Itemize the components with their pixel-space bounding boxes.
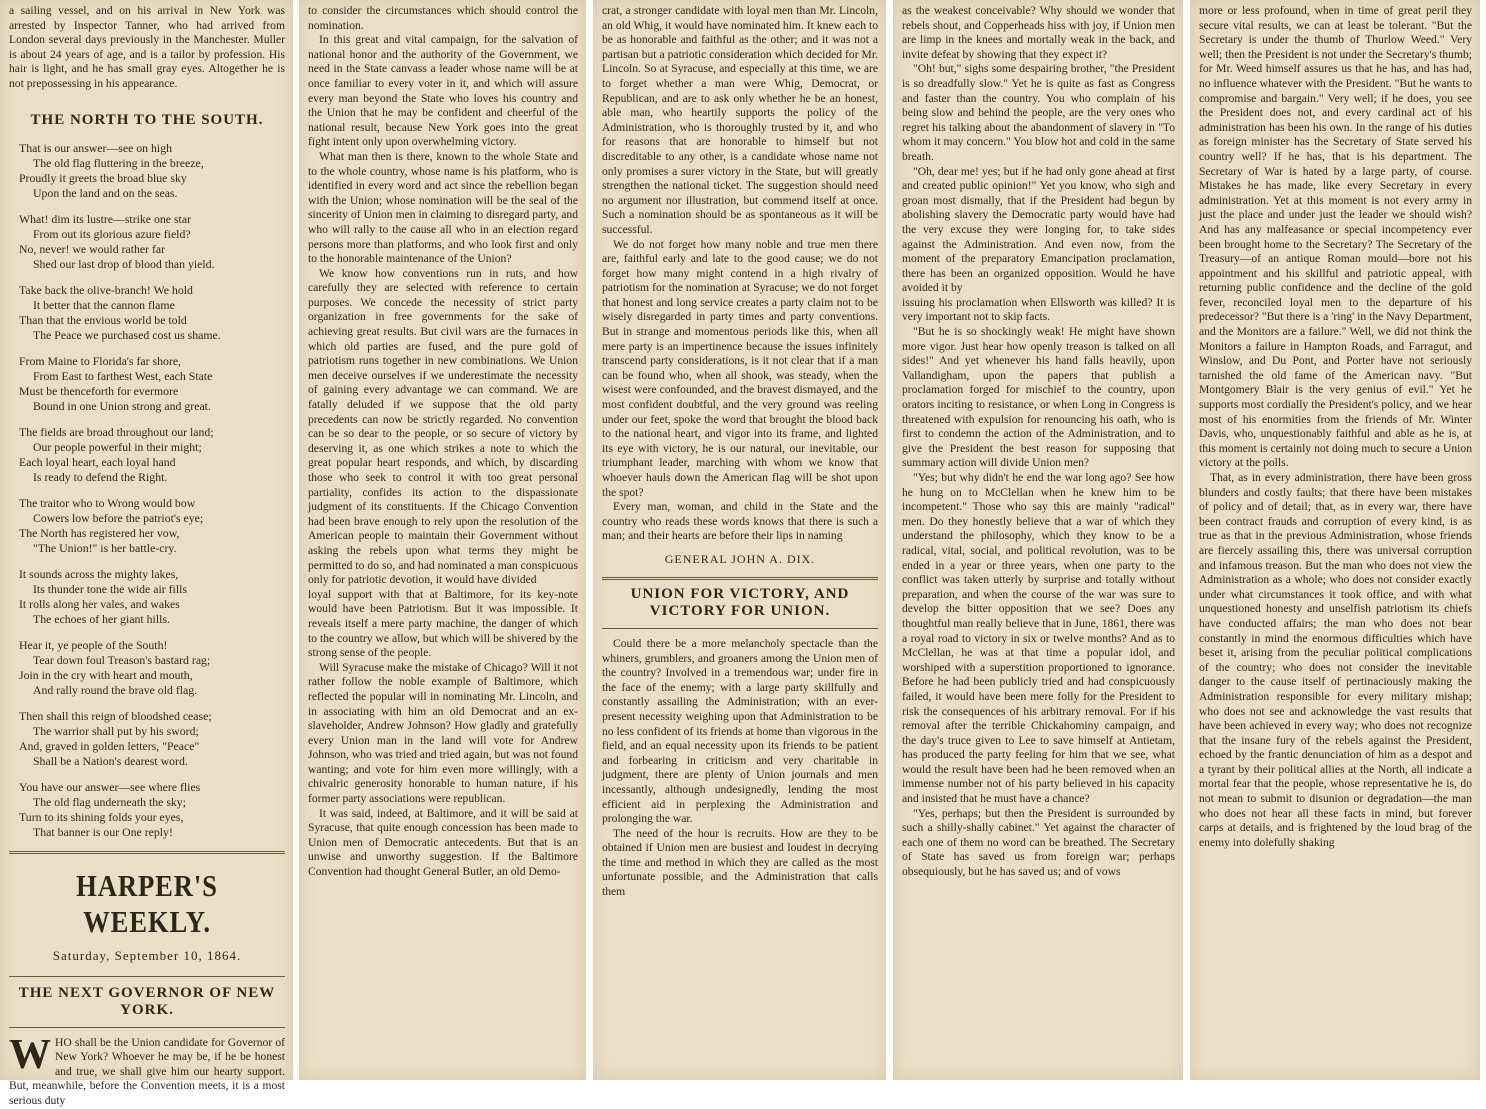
article-headline: THE NEXT GOVERNOR OF NEW YORK. xyxy=(18,984,276,1018)
paragraph: more or less profound, when in time of great peril they secure vital results, we can at least be tolerant. "But the Secretary is under the thumb of Thurlow Weed." Very well; then the President is not under the Secretary's thumb; for Mr. Weed himself assures us that he has, and has had, no influence whatever with the President. "But he wants to compromise and bargain." Very well; if he does, you see the President does not, and every cardinal act of his administration has been his own. In the range of his duties as foreign minister has the Secretary of State served his country well? If he has, that is his department. The Secretary of War is hated by a large party, of course. Mistakes he has made, like every Secretary in every administration. Yet at this moment is not every army in just the place and under just the leader we should wish? And has any malfeasance or special incompetency ever been brought home to the Secretary? The Secretary of the Treasury—of an antique Roman mould—bore not his appointment and his skillful and patriotic appeal, with returning public confidence and the decline of the gold fever, reconciled loyal men to the departure of his predecessor? "But there is a 'ring' in the Navy Department, and the Monitors are a failure." Well, we did not think the Monitors a failure in Hampton Roads, and Farragut, and Winslow, and Du Pont, and Porter have not seriously tarnished the old fame of the American navy. "But Montgomery Blair is the very genius of evil." Yet he supports most cordially the President's policy, and we hear most of his enormities from the friends of Mr. Winter Davis, who, unquestionably faithful and able as he is, at this moment is certainly not doing much to secure a Union victory at the polls. xyxy=(1199,4,1472,470)
poem-line: Is ready to defend the Right. xyxy=(33,469,168,484)
paragraph: That, as in every administration, there have been gross blunders and costly faults; that there have been mistakes of policy and of detail; that, as in every war, there have been contract frauds and corruption of every kind, is as true as that in the previous Administration, whose friends are fiercely assailing this, there was universal corruption and infamous treason. But the man who does not view the Administration as a whole; who does not consider exactly under what circumstances it took office, and with what unquestioned honesty and unselfish patriotism its chiefs have conducted affairs; the man who does not bear constantly in mind the enormous difficulties which have beset it, arising from the peculiar political complications of the country; who does not consider the inevitable danger to the cause itself of pertinaciously making the Administration responsible for every military mishap; who does not see and acknowledge the vast results that have been achieved in every way; who does not recognize that the insane fury of the rebels against the President, echoed by the frantic denunciation of him as a despot and a tyrant by their political allies at the North, all indicate a mortal fear that the people, whose representative he is, do not mean to submit to disunion or degradation—the man who does not hear all these facts in mind, but forever carps at details, and is frightened by the loud brag of the enemy into dolefully shaking xyxy=(1199,471,1472,849)
poem-line: It sounds across the mighty lakes, xyxy=(19,566,179,581)
poem-stanza xyxy=(19,425,285,485)
poem-line: Then shall this reign of bloodshed cease; xyxy=(19,708,212,723)
poem-line: Our people powerful in their might; xyxy=(33,439,202,454)
paragraph: Could there be a more melancholy spectacle than the whiners, grumblers, and groaners among the Union men of the country? Involved in a tremendous war; under fire in the face of the enemy; with a large party skillfully and constantly assailing the Administration; with an ever-present necessity weighing upon that Administration to be no less confident of its friends at home than vigorous in the field, and an equal necessity upon its friends to be patient and forbearing in criticism and very charitable in judgment, there are plenty of Union journals and men incessantly, although undesignedly, lending the most efficient aid in perplexing the Administration and prolonging the war. xyxy=(602,636,878,826)
poem-line: The North has registered her vow, xyxy=(19,525,180,540)
paragraph: Will Syracuse make the mistake of Chicago? Will it not rather follow the noble example of Baltimore, which reflected the popular will in nominating Mr. Lincoln, and in associating with him an old Democrat and an ex-slaveholder, Andrew Johnson? How gladly and gratefully every Union man in the land will vote for Andrew Johnson, who was tried and tried again, but was not found wanting; and vote for him even more willingly, with a chivalric generosity honorable to human nature, if his former party associations were republican. xyxy=(308,660,578,806)
poem-stanza xyxy=(19,709,285,769)
poem-line: Shed our last drop of blood than yield. xyxy=(33,256,215,271)
dateline: Saturday, September 10, 1864. xyxy=(52,947,242,963)
paragraph: issuing his proclamation when Ellsworth was killed? It is very important not to skip facts. xyxy=(902,295,1175,324)
divider xyxy=(602,628,878,629)
poem-line: It rolls along her vales, and wakes xyxy=(19,596,180,611)
paragraph: Every man, woman, and child in the State and the country who reads these words knows that there is such a man; and their hearts are before their lips in naming xyxy=(602,500,878,543)
paragraph: "Oh, dear me! yes; but if he had only gone ahead at first and created public opinion!" Yet you know, who sigh and groan most dismally, that if the President had begun by abolishing slavery the Democratic party would have had the very excuse they were longing for, to take sides against the Administration. And even now, from the moment of the preparatory Emancipation proclamation, there has been an organized opposition. Would he have avoided it by xyxy=(902,164,1175,295)
poem-line: Cowers low before the patriot's eye; xyxy=(33,510,204,525)
poem-line: That banner is our One reply! xyxy=(33,824,173,839)
poem-line: Than that the envious world be told xyxy=(19,312,187,327)
divider xyxy=(9,1027,285,1028)
paragraph: as the weakest conceivable? Why should we wonder that rebels shout, and Copperheads hiss with joy, if Union men are limp in the knees and mortally weak in the back, and invite defeat by showing that they expect it? xyxy=(902,4,1175,61)
column-4 xyxy=(893,0,1183,1080)
poem-line: Shall be a Nation's dearest word. xyxy=(33,753,188,768)
poem-stanza xyxy=(19,496,285,556)
poem-line: "The Union!" is her battle-cry. xyxy=(33,540,177,555)
lead-paragraph xyxy=(9,1031,285,1109)
poem-line: Each loyal heart, each loyal hand xyxy=(19,454,176,469)
poem-line: The Peace we purchased cost us shame. xyxy=(33,327,221,342)
paragraph: crat, a stronger candidate with loyal men than Mr. Lincoln, an old Whig, it would have nominated him. It knew each to be as honorable and faithful as the other; and it was not a partisan but a patriotic consideration which decided for Mr. Lincoln. So at Syracuse, and especially at this time, we are to forget whether a man were Whig, Democrat, or Republican, and are to ask only whether he be an honest, able man, who heartily supports the policy of the Administration, who is thoroughly trusted by it, and who for reasons that are honorable to himself but not discreditable to any other, is a candidate whose name not only promises a surer victory in the State, but will greatly strengthen the national ticket. The suggestion should need no argument nor illustration, but commend itself at once. Such a nomination should be as spontaneous as it will be successful. xyxy=(602,4,878,236)
poem-line: It better that the cannon flame xyxy=(33,297,175,312)
poem-stanza xyxy=(19,283,285,343)
divider xyxy=(9,976,285,977)
poem-line: Must be thenceforth for evermore xyxy=(19,383,179,398)
poem-line: From East to farthest West, each State xyxy=(33,368,213,383)
column-2 xyxy=(299,0,586,1080)
poem-line: Upon the land and on the seas. xyxy=(33,185,178,200)
paragraph: "But he is so shockingly weak! He might have shown more vigor. Just hear how openly treason is talked on all sides!" And yet whenever his hand falls heavily, upon Vallandigham, upon the papers that publish a proclamation forged for mischief to the country, upon orators inciting to resistance, or when Long in Congress is threatened with expulsion for renouncing his oath, who is first to condemn the action of the Administration, and to give the President the best reason for supposing that summary action will divide Union men? xyxy=(902,325,1175,470)
poem-line: You have our answer—see where flies xyxy=(19,779,201,794)
masthead: HARPER'S WEEKLY. xyxy=(76,867,218,939)
paragraph: We do not forget how many noble and true men there are, faithful early and late to the good cause; we do not forget how many might contend in a high rivalry of patriotism for the nomination at Syracuse; we do not forget that honest and long service creates a party claim not to be wisely disregarded in party times and party conventions. But in strange and momentous periods like this, when all mere party is an impertinence because the issues infinitely transcend party considerations, is it not clear that if a man can be found who, when all shook, was steady, when the wisest were confounded, and the bravest dismayed, and the most confident doubtful, and the very ground was reeling under our feet, spoke the word that brought the blood back to the national heart, and vigor into its frame, and lighted its eye with victory, he is our natural, our inevitable, our triumphant leader, marching with whom we know that whoever hauls down the American flag will be shot upon the spot? xyxy=(602,237,878,499)
paragraph: In this great and vital campaign, for the salvation of national honor and the authority of the Government, we need in the State canvass a leader whose name will be at once familiar to every voter in it, and which will assure every man beyond the State who loves his country and the Union that he may be confident and cheerful of the national result, because New York goes into the great fight intent only upon overwhelming victory. xyxy=(308,33,578,149)
paragraph: "Oh! but," sighs some despairing brother, "the President is so dreadfully slow." Yet he is quite as fast as Congress and faster than the country. You who complain of his being slow and behind the people, are the very ones who regret his talking about the abandonment of slavery in "To whom it may concern." You blow hot and cold in the same breath. xyxy=(902,62,1175,163)
paragraph: What man then is there, known to the whole State and to the whole country, whose name is his platform, who is identified in every word and act since the rebellion began with the Union; whose nomination will be the seal of the sincerity of Union men in claiming to disregard party, and who will rally to the cause all who in an election regard persons more than platforms, and who look first and only to the honorable maintenance of the Union? xyxy=(308,149,578,266)
poem-stanza xyxy=(19,141,285,201)
column-1 xyxy=(0,0,293,1107)
poem-line: Join in the cry with heart and mouth, xyxy=(19,667,193,682)
poem-line: The traitor who to Wrong would bow xyxy=(19,495,196,510)
poem-line: Take back the olive-branch! We hold xyxy=(19,282,193,297)
poem-title: THE NORTH TO THE SOUTH. xyxy=(30,111,264,128)
poem-line: The old flag fluttering in the breeze, xyxy=(33,155,204,170)
divider xyxy=(9,851,285,854)
poem-line: And rally round the brave old flag. xyxy=(33,682,198,697)
poem-body xyxy=(9,141,285,840)
paragraph: The need of the hour is recruits. How are they to be obtained if Union men are busiest and loudest in decrying the time and method in which they are called as the most unfortunate possible, and the Administration that calls them xyxy=(602,826,878,899)
poem-line: Bound in one Union strong and great. xyxy=(33,398,211,413)
poem-stanza xyxy=(19,567,285,627)
column-5 xyxy=(1190,0,1480,1080)
paragraph: to consider the circumstances which should control the nomination. xyxy=(308,4,578,32)
article-headline: UNION FOR VICTORY, AND VICTORY FOR UNION. xyxy=(630,585,850,619)
poem-line: The old flag underneath the sky; xyxy=(33,794,186,809)
paragraph: "Yes, perhaps; but then the President is surrounded by such a shilly-shally cabinet." Yet against the character of each one of them no word can be breathed. The Secretary of State has saved us from foreign war; perhaps obsequiously, but he has saved us; and of vows xyxy=(902,806,1175,879)
drop-cap: W xyxy=(9,1031,51,1078)
poem-line: Turn to its shining folds your eyes, xyxy=(19,809,184,824)
poem-stanza xyxy=(19,780,285,840)
intro-paragraph: a sailing vessel, and on his arrival in New York was arrested by Inspector Tanner, who had arrived from London several days previously in the Manchester. Muller is about 24 years of age, and is a tailor by profession. His hair is light, and he has small gray eyes. Altogether he is not prepossessing in his appearance. xyxy=(9,4,285,90)
poem-line: And, graved in golden letters, "Peace" xyxy=(19,738,200,753)
poem-line: Its thunder tone the wide air fills xyxy=(33,581,187,596)
poem-stanza xyxy=(19,354,285,414)
poem-line: No, never! we would rather far xyxy=(19,241,166,256)
poem-line: From out its glorious azure field? xyxy=(33,226,191,241)
signature: GENERAL JOHN A. DIX. xyxy=(664,551,816,566)
poem-line: The echoes of her giant hills. xyxy=(33,611,170,626)
paragraph: We know how conventions run in ruts, and how carefully they are selected with reference to certain purposes. We concede the necessity of strict party organization in free governments for the sake of achieving great results. But civil wars are the furnaces in which old parties are fused, and the pure gold of patriotism runs together in new combinations. We Union men deceive ourselves if we underestimate the necessity of gaining every advantage we can command. We are fatally deluded if we suppose that the old party precedents can now be strictly regarded. No convention can be so dear to the people, or so secure of victory by deserving it, as one which strikes a note to which the great popular heart responds, and which, by discarding those who seek to control it with too great personal partiality, confides its action to the dispassionate judgment of its constituents. If the Chicago Convention had been brave enough to rely upon the resolution of the American people to maintain their Government without asking the rebels upon what terms they might be permitted to do so, and had nominated a man conspicuous only for patriotic devotion, it would have divided xyxy=(308,266,578,587)
poem-line: Proudly it greets the broad blue sky xyxy=(19,170,187,185)
poem-line: Tear down foul Treason's bastard rag; xyxy=(33,652,211,667)
paragraph: It was said, indeed, at Baltimore, and it will be said at Syracuse, that quite enough concession has been made to Union men of Democratic antecedents. But that is an unwise and unworthy suggestion. If the Baltimore Convention had thought General Butler, an old Demo- xyxy=(308,806,578,879)
poem-line: That is our answer—see on high xyxy=(19,140,172,155)
divider xyxy=(602,577,878,580)
poem-line: What! dim its lustre—strike one star xyxy=(19,211,191,226)
paragraph: "Yes; but why didn't he end the war long ago? See how he hung on to McClellan when he knew him to be incompetent." Those who say this are mainly "radical" men. Do they honestly believe that a war of which they understand the philosophy, which they know to be a radical, vital, social, and political revolution, was to be ended in a year or three years, when one party to the conflict was taken utterly by surprise and totally without preparation, and when the course of the war was sure to develop the bitter opposition that we see? Does any thoughtful man really believe that in June, 1861, there was a royal road to victory in six or twelve months? And as to McClellan, he was at that time a popular idol, and worshiped with a superstition proportioned to ignorance. Before he had been publicly tried and had conspicuously failed, it would have been mere folly for the President to risk the consequences of his arbitrary removal. For if his removal after the terrible Chickahominy campaign, and the day's truce given to Lee to save himself at Antietam, has produced the party feeling for him that we see, what would the result have been had he been removed when an immense number not of his party believed in his capacity and insisted that he must have a chance? xyxy=(902,471,1175,806)
column-3 xyxy=(593,0,886,1080)
lead-text: HO shall be the Union candidate for Governor of New York? Whoever he may be, if he be honest and true, we shall give him our hearty support. But, meanwhile, before the Convention meets, it is a most serious duty xyxy=(9,1035,285,1107)
poem-stanza xyxy=(19,638,285,698)
poem-stanza xyxy=(19,212,285,272)
poem-line: The fields are broad throughout our land; xyxy=(19,424,214,439)
poem-line: From Maine to Florida's far shore, xyxy=(19,353,182,368)
paragraph: loyal support with that at Baltimore, for its key-note would have been Patriotism. But it was impossible. It reveals itself a mere party machine, the danger of which to the country we allow, but which will be shivered by the strong sense of the people. xyxy=(308,587,578,660)
poem-line: Hear it, ye people of the South! xyxy=(19,637,168,652)
poem-line: The warrior shall put by his sword; xyxy=(33,723,199,738)
